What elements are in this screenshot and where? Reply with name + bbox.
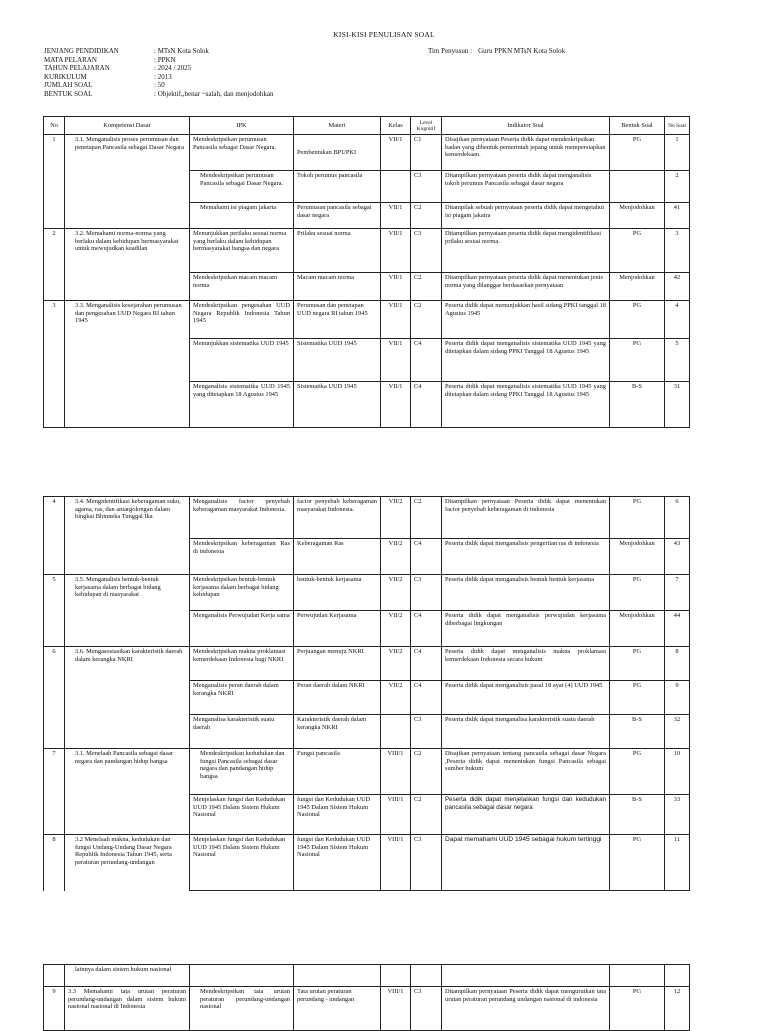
cell-materi: Pembentukan BPUPKI: [294, 135, 381, 171]
header-indikator: Indikator Soal: [442, 117, 610, 135]
cell-ipk: Menganalisis sistematika UUD 1945 yang ditetapkan 18 Agustus 1945: [190, 382, 294, 428]
cell-ipk: Menjelaskan fungsi dan Kedudukan UUD 1945 Dalam Sistem Hukum Nasional: [190, 835, 294, 891]
cell-bentuk: PG: [610, 575, 665, 611]
cell-ipk: Menganalisis factor penyebab keberagaman masyarakat Indonesia.: [190, 497, 294, 539]
cell-indikator: Ditampilkan pernyataan peserta didik dapat menganalisis tokoh perumus Pancasila sebagai dasar negara: [442, 171, 610, 203]
cell-kd: 3.1. Menelaah Pancasila sebagai dasar negara dan pandangan hidup bangsa: [65, 749, 190, 835]
meta-row: [44, 81, 273, 90]
cell-materi: Perumusan dan penetapan UUD negara RI tahun 1945: [294, 301, 381, 339]
meta-value: : PPKN: [154, 55, 176, 64]
header-kompetensi: Kompetensi Dasar: [65, 117, 190, 135]
cell-indikator: Peserta didik dapat menganalisis bentuk bentuk kerjasama: [442, 575, 610, 611]
cell-nosoal: 2: [665, 171, 690, 203]
cell-nosoal: 7: [665, 575, 690, 611]
cell-ipk: Menunjukkan perilaku sesuai norma yang berlaku dalam kehidupan bermasyarakat bangsa dan negara: [190, 229, 294, 273]
cell-bentuk: Menjodohkan: [610, 273, 665, 301]
cell-bentuk: PG: [610, 835, 665, 891]
meta-row: [44, 90, 273, 99]
cell-no: 2: [44, 229, 65, 301]
document-title: KISI-KISI PENULISAN SOAL: [333, 30, 435, 39]
cell-kd: 3.2 Menelaah makna, kedudukan dan fungsi Undang-Undang Dasar Negara Republik Indonesia Tahun 1945, serta peraturan perundang-undangan: [65, 835, 190, 891]
cell-level: C4: [411, 539, 442, 575]
table-row: [44, 575, 690, 611]
cell-level: C2: [411, 795, 442, 835]
cell-nosoal: 6: [665, 497, 690, 539]
meta-row: [44, 64, 273, 73]
cell-kelas: VII/1: [381, 382, 411, 428]
cell-indikator: Peserta didik dapat menunjukkan hasil sidang PPKI tanggal 18 Agustus 1945: [442, 301, 610, 339]
cell-level: C1: [411, 135, 442, 171]
cell-no: 1: [44, 135, 65, 229]
cell-kelas: VII/1: [381, 339, 411, 382]
cell-materi: Prilaku sesuai norma: [294, 229, 381, 273]
cell-ipk: Menganalisis Perwujudan Kerja sama: [190, 611, 294, 647]
header-bentuk: Bentuk Soal: [610, 117, 665, 135]
cell-materi: fungsi dan Kedudukan UUD 1945 Dalam Sistem Hukum Nasional: [294, 835, 381, 891]
cell-ipk: Mendeskripsikan tata urutan peraturan perundang-undangan nasional: [190, 987, 294, 1031]
cell-kd: 3.4. Mengidentifikasi keberagaman suku, agama, ras, dan antargolongan dalam bingkai Bhinneka Tunggal Ika: [65, 497, 190, 575]
cell-no: 7: [44, 749, 65, 835]
cell-indikator: Peserta didik dapat menganalisis makna proklamasi kemerdekaan Indonesia secara hukum: [442, 647, 610, 681]
cell-nosoal: 10: [665, 749, 690, 795]
cell-kd: 3.1. Menganalisis proses perumusan dan penetapan Pancasila sebagai Dasar Negara: [65, 135, 190, 229]
cell-ipk: Memahami isi piagam jakarta: [190, 203, 294, 229]
cell-bentuk: Menjodohkan: [610, 539, 665, 575]
cell-nosoal: 3: [665, 229, 690, 273]
cell-level: C3: [411, 715, 442, 749]
cell-ipk: [190, 965, 294, 987]
kisi-table-part2: [43, 496, 690, 891]
cell-no: 4: [44, 497, 65, 575]
cell-no: [44, 965, 65, 987]
cell-kd: 3.2. Memahami norma-norma yang berlaku dalam kehidupan bermasyarakat untuk mewujudkan keadilan: [65, 229, 190, 301]
cell-bentuk: Menjodohkan: [610, 203, 665, 229]
meta-key: JUMLAH SOAL: [44, 81, 93, 90]
table-row: [44, 749, 690, 795]
cell-no: 6: [44, 647, 65, 749]
cell-ipk: Menjelaskan fungsi dan Kedudukan UUD 1945 Dalam Sistem Hukum Nasional: [190, 795, 294, 835]
cell-kelas: VII/2: [381, 575, 411, 611]
cell-nosoal: 44: [665, 611, 690, 647]
cell-indikator: [442, 965, 610, 987]
cell-materi: Macam macam norma: [294, 273, 381, 301]
meta-value: : 50: [154, 81, 165, 90]
cell-nosoal: 32: [665, 715, 690, 749]
cell-indikator: Ditampilak sebuah pernyataan peserta didik dapat mengetahui isi piagam jakatra: [442, 203, 610, 229]
cell-level: C3: [411, 575, 442, 611]
cell-kelas: VII/2: [381, 647, 411, 681]
cell-materi: Perwujudan Kerjasama: [294, 611, 381, 647]
cell-materi: Tata urutan peraturan perundang - undangan: [294, 987, 381, 1031]
cell-nosoal: 9: [665, 681, 690, 715]
cell-level: C2: [411, 203, 442, 229]
cell-indikator: Disajikan pernyataan Peserta didik dapat mendeskripsikan badan yang dibentuk pemerintah jepang untuk mempersiapkan kemerdekaan.: [442, 135, 610, 171]
table-row: [44, 229, 690, 273]
meta-key: KURIKULUM: [44, 72, 87, 81]
cell-level: C4: [411, 382, 442, 428]
cell-bentuk: [610, 171, 665, 203]
cell-materi: [294, 965, 381, 987]
cell-kelas: VII/1: [381, 301, 411, 339]
meta-value: : 2013: [154, 72, 172, 81]
cell-nosoal: 1: [665, 135, 690, 171]
header-ipk: IPK: [190, 117, 294, 135]
cell-bentuk: PG: [610, 497, 665, 539]
cell-kelas: [381, 171, 411, 203]
cell-kelas: VII/2: [381, 497, 411, 539]
meta-value: : Objektif,,benar ~salah, dan menjodohkan: [154, 89, 274, 98]
table-row: [44, 135, 690, 171]
cell-bentuk: PG: [610, 681, 665, 715]
cell-no: 8: [44, 835, 65, 891]
cell-materi: Peran daerah dalam NKRI: [294, 681, 381, 715]
cell-materi: Perjuangan menuju NKRI: [294, 647, 381, 681]
cell-indikator: Peserta didik dapat menganalisis pengertian ras di indonesia: [442, 539, 610, 575]
cell-level: C4: [411, 681, 442, 715]
meta-row: [44, 47, 273, 56]
cell-nosoal: 8: [665, 647, 690, 681]
cell-kd: 3.6. Mengasosiasikan karakteristik daerah dalam kerangka NKRI: [65, 647, 190, 749]
cell-no: 5: [44, 575, 65, 647]
cell-indikator: Peserta didik dapat menjelaskan fungsi dan kedudukan pancasila sebagai dasar negara: [442, 795, 610, 835]
cell-kelas: VII/1: [381, 273, 411, 301]
cell-ipk: Mendeskripsikan perumusan Pancasila sebagai Dasar Negara.: [190, 171, 294, 203]
meta-key: BENTUK SOAL: [44, 89, 93, 98]
cell-level: C4: [411, 647, 442, 681]
cell-kd: 3.3. Menganalisis kesejarahan perumusan dan pengesahan UUD Negara RI tahun 1945: [65, 301, 190, 428]
cell-indikator: Dapat memahami UUD 1945 sebagai hukum tertinggi: [442, 835, 610, 891]
cell-kelas: [381, 715, 411, 749]
cell-indikator: Ditampilkan pernyataan Peserta didik dapat mengurutkan tata urutan peraturan perundang undangan nasional di indonesia: [442, 987, 610, 1031]
cell-nosoal: 4: [665, 301, 690, 339]
cell-kelas: VII/2: [381, 611, 411, 647]
cell-level: C4: [411, 611, 442, 647]
cell-indikator: Disajikan pernyataan tentang pancasila sebagai dasar Negara ,Peserta didik dapat menentukan fungsi Pancasila sebagai sumber hukum: [442, 749, 610, 795]
table-row: [44, 301, 690, 339]
cell-bentuk: PG: [610, 135, 665, 171]
cell-bentuk: PG: [610, 301, 665, 339]
table-header-row: [44, 117, 690, 135]
cell-nosoal: 33: [665, 795, 690, 835]
kisi-table-part3: [43, 964, 690, 1031]
cell-kd: 3.5. Menganalisis bentuk-bentuk kerjasama dalam berbagai bidang kehidupan di masyarakat: [65, 575, 190, 647]
cell-materi: Keberagaman Ras: [294, 539, 381, 575]
cell-kelas: VII/1: [381, 229, 411, 273]
cell-bentuk: Menjodohkan: [610, 611, 665, 647]
cell-materi: Sistematika UUD 1945: [294, 382, 381, 428]
meta-row: [44, 73, 273, 82]
cell-kd-continued: lainnya dalam sistem hukum nasional: [65, 965, 190, 987]
cell-indikator: Peserta didik dapat menganalisis pasal 18 ayat (4) UUD 1945: [442, 681, 610, 715]
cell-materi: Karakteristik daerah dalam kerangka NKRI: [294, 715, 381, 749]
cell-ipk: Mendeskripsikan bentuk-bentuk kerjasama dalam berbagai bidang kehidupan: [190, 575, 294, 611]
cell-indikator: Peserta didik dapat menganalisis sistematika UUD 1945 yang ditetapkan dalam sidang PPKI Tanggal 18 Agustus 1945: [442, 382, 610, 428]
cell-nosoal: 41: [665, 203, 690, 229]
cell-bentuk: B-S: [610, 715, 665, 749]
cell-level: C2: [411, 273, 442, 301]
table-row: [44, 965, 690, 987]
penyusun-label: Tim Penyusun :: [428, 47, 473, 55]
cell-kelas: VII/1: [381, 135, 411, 171]
meta-row: [44, 56, 273, 65]
cell-materi: fungsi dan Kedudukan UUD 1945 Dalam Sistem Hukum Nasional: [294, 795, 381, 835]
cell-ipk: Menunjukkan sistematika UUD 1945: [190, 339, 294, 382]
cell-materi: bentuk-bentuk kerjasama: [294, 575, 381, 611]
cell-bentuk: PG: [610, 339, 665, 382]
cell-level: C4: [411, 339, 442, 382]
cell-level: C2: [411, 497, 442, 539]
cell-ipk: Mendeskripsikan pengesahan UUD Negara Republik Indonesia Tahun 1945: [190, 301, 294, 339]
cell-level: C3: [411, 987, 442, 1031]
cell-ipk: Mendeskripsikan keberagaman Ras di indonesia: [190, 539, 294, 575]
meta-key: TAHUN PELAJARAN: [44, 64, 110, 73]
header-kelas: Kelas: [381, 117, 411, 135]
cell-kelas: VIII/1: [381, 795, 411, 835]
cell-level: C3: [411, 171, 442, 203]
cell-level: C2: [411, 301, 442, 339]
cell-kd: 3.3 Memahami tata urutan peraturan perundang-undangan dalam sistem hukum nasional nasional di Indonesia: [65, 987, 190, 1031]
cell-nosoal: 12: [665, 987, 690, 1031]
cell-kelas: VII/2: [381, 681, 411, 715]
cell-indikator: Peserta didik dapat menganalisa karakteristik suatu daerah: [442, 715, 610, 749]
cell-indikator: Ditampilkan pernyataan peserta didik dapat mengidentifikasi prilaku sesuai norma.: [442, 229, 610, 273]
cell-level: C3: [411, 835, 442, 891]
cell-nosoal: 31: [665, 382, 690, 428]
cell-indikator: Peserta didik dapat menganalisis perwujudan kerjasama diberbagai lingkungan: [442, 611, 610, 647]
cell-indikator: Peserta didik dapat menganalisis sistematika UUD 1945 yang ditetapkan dalam sidang PPKI Tanggal 18 Agustus 1945: [442, 339, 610, 382]
cell-kelas: VII/2: [381, 539, 411, 575]
document-meta: [44, 47, 273, 99]
meta-key: MATA PELARAN: [44, 55, 97, 64]
cell-nosoal: [665, 965, 690, 987]
cell-no: 9: [44, 987, 65, 1031]
cell-ipk: Menganalisa karakteristik suatu daerah: [190, 715, 294, 749]
cell-ipk: Mendeskripsikan perumusan Pancasila sebagai Dasar Negara.: [190, 135, 294, 171]
header-materi: Materi: [294, 117, 381, 135]
penyusun-value: Guru PPKN MTsN Kota Solok: [478, 47, 566, 55]
header-nosoal: No Soal: [665, 117, 690, 135]
table-row: [44, 647, 690, 681]
cell-kelas: VIII/1: [381, 987, 411, 1031]
cell-kelas: [381, 965, 411, 987]
cell-level: [411, 965, 442, 987]
cell-nosoal: 43: [665, 539, 690, 575]
table-row: [44, 497, 690, 539]
cell-bentuk: [610, 965, 665, 987]
kisi-table-part1: [43, 116, 690, 428]
cell-bentuk: PG: [610, 647, 665, 681]
penyusun: [428, 47, 565, 55]
cell-nosoal: 5: [665, 339, 690, 382]
header-no: No: [44, 117, 65, 135]
cell-level: C2: [411, 749, 442, 795]
cell-ipk: Menganalisis peran daerah dalam kerangka NKRI: [190, 681, 294, 715]
cell-ipk: Mendeskripsikan kedudukan dan fungsi Pancasila sebagai dasar negara dan pandangan hidup bangsa: [190, 749, 294, 795]
cell-materi: Tokoh perumus pancasila: [294, 171, 381, 203]
table-row: [44, 835, 690, 891]
header-level: Level Kognitif: [411, 117, 442, 135]
cell-kelas: VIII/1: [381, 749, 411, 795]
meta-value: : MTsN Kota Solok: [154, 47, 209, 55]
cell-materi: factor penyebab keberagaman masyarakat Indonesia.: [294, 497, 381, 539]
cell-materi: Fungsi pancasila: [294, 749, 381, 795]
cell-nosoal: 11: [665, 835, 690, 891]
cell-ipk: Mendeskripsikan makna proklamasi kemerdekaan Indonesia bagi NKRI: [190, 647, 294, 681]
cell-nosoal: 42: [665, 273, 690, 301]
cell-bentuk: PG: [610, 749, 665, 795]
cell-bentuk: PG: [610, 987, 665, 1031]
cell-indikator: Ditampilkan pernyataan Peserta didik dapat menentukan factor penyebab keberagaman di indonesia: [442, 497, 610, 539]
meta-key: JENJANG PENDIDIKAN: [44, 47, 119, 55]
cell-bentuk: PG: [610, 229, 665, 273]
cell-ipk: Mendeskripsikan macam macam norma: [190, 273, 294, 301]
cell-materi: Perumusan pancasila sebagai dasar negara: [294, 203, 381, 229]
cell-kelas: VII/1: [381, 203, 411, 229]
cell-indikator: Ditampilkan pernyataan peserta didik dapat menentukan jenis norma yang dilanggar berdasarkan pernyataan: [442, 273, 610, 301]
cell-kelas: VIII/1: [381, 835, 411, 891]
cell-bentuk: B-S: [610, 795, 665, 835]
cell-no: 3: [44, 301, 65, 428]
cell-bentuk: B-S: [610, 382, 665, 428]
cell-materi: Sistematika UUD 1945: [294, 339, 381, 382]
cell-level: C3: [411, 229, 442, 273]
meta-value: : 2024 / 2025: [154, 64, 192, 73]
